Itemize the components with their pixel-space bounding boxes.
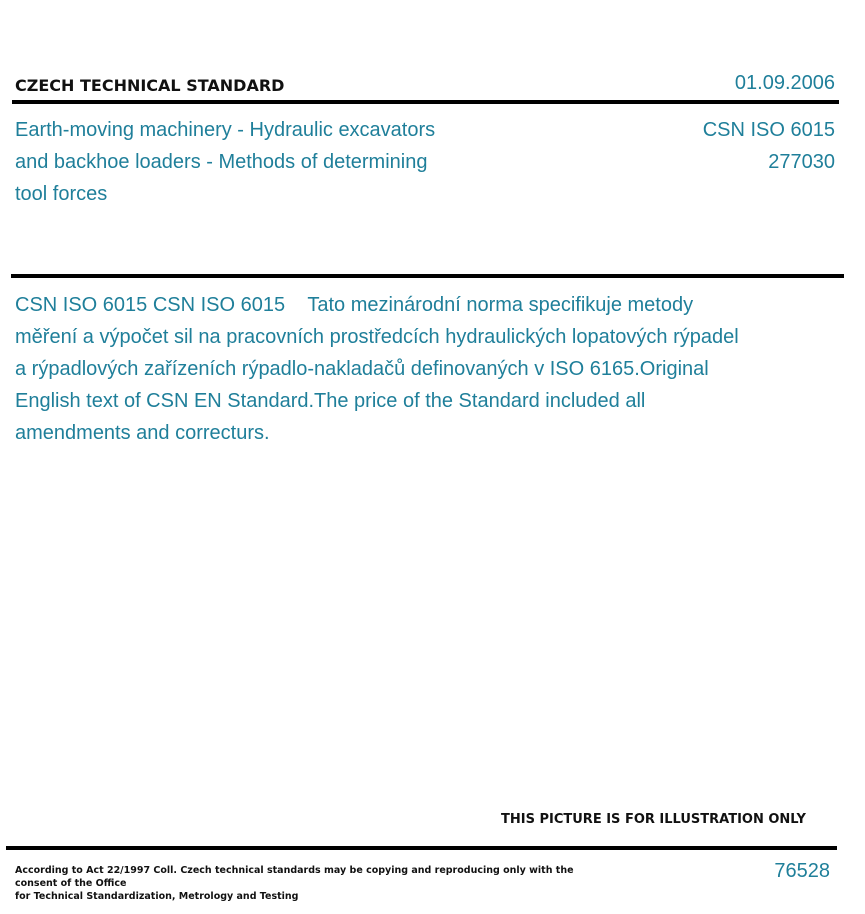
standard-description: CSN ISO 6015 CSN ISO 6015 Tato mezinárodní norma specifikuje metody měření a výpočet sil na pracovních prostředcích hydraulických lopatových rýpadel a rýpadlových zařízeních rýpadlo-nakladačů definovaných v ISO 6165.Original English text of CSN EN Standard.The price of the Standard included all amendments and correcturs. <box>15 294 739 444</box>
standard-code: CSN ISO 6015 <box>702 119 835 141</box>
standard-code-block <box>703 114 835 178</box>
legal-notice <box>15 864 595 903</box>
header-divider <box>12 100 839 104</box>
legal-notice-line: According to Act 22/1997 Coll. Czech technical standards may be copying and reproducing only with the consent of the Office <box>15 865 574 889</box>
footer-divider <box>6 846 837 850</box>
catalog-number: 76528 <box>774 860 830 882</box>
publication-date: 01.09.2006 <box>734 72 835 94</box>
document-type-label: CZECH TECHNICAL STANDARD <box>15 76 285 95</box>
standard-title: Earth-moving machinery - Hydraulic excavators and backhoe loaders - Methods of determining tool forces <box>15 119 436 205</box>
illustration-disclaimer: THIS PICTURE IS FOR ILLUSTRATION ONLY <box>501 812 806 827</box>
legal-notice-line: for Technical Standardization, Metrology and Testing <box>15 891 299 902</box>
section-divider <box>11 274 844 278</box>
classification-number: 277030 <box>768 151 835 173</box>
